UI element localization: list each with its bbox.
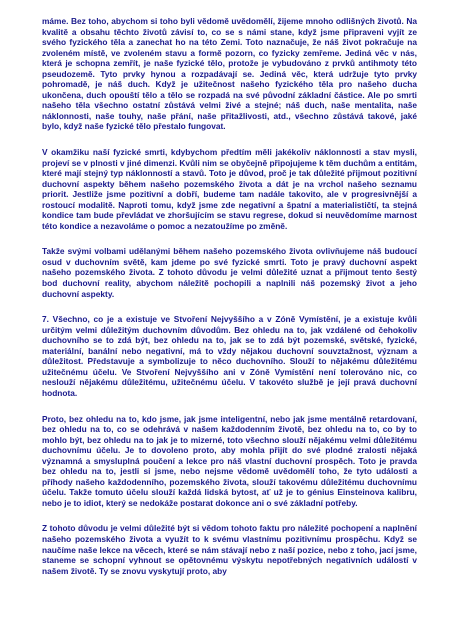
paragraph-6: Z tohoto důvodu je velmi důležité být si vědom tohoto faktu pro náležité pochopení a naplnění našeho pozemského života a využít to k svému vlastnímu pozitivnímu prospěchu. Když se naučíme naše lekce na věcech, které se nám stávají nebo z naší pozice, nebo z toho, jací jsme, staneme se schopní vyhnout se opětovnému výskytu nepotřebných negativních událostí v našem životě. Ty se znovu vyskytují proto, aby: [42, 523, 417, 576]
paragraph-4: 7. Všechno, co je a existuje ve Stvoření Nejvyššího a v Zóně Vymístění, je a existuje kvůli určitým velmi důležitým duchovním důvodům. Bez ohledu na to, jak vzdálené od čehokoliv duchovního se to zdá být, bez ohledu na to, jak se to zdá být pozemské, světské, fyzické, materiální, banální nebo negativní, má to vždy nějakou duchovní souvztažnost, význam a důležitost. Představuje a symbolizuje to něco duchovního. Slouží to nějakému důležitému užitečnému účelu. Ve Stvoření Nejvyššího ani v Zóně Vymístění není tolerováno nic, co neslouží nějakému důležitému, užitečnému účelu. V takovéto službě je její pravá duchovní hodnota.: [42, 314, 417, 398]
paragraph-1: máme. Bez toho, abychom si toho byli vědomě uvědomělí, žijeme mnoho odlišných životů. Na kvalitě a obsahu těchto životů závisí to, co se s námi stane, když jsme připraveni vyjít ze svého fyzického těla a zanechat ho na této Zemi. Toto naznačuje, že náš život pokračuje na zvoleném místě, ve zvoleném stavu a formě pozorn, co fyzicky zemřeme. Jediná věc v nás, která je schopna zemřít, je naše fyzické tělo, protože je vybudováno z prvků antihmoty této pseudozemě. Tyto prvky hynou a rozpadávají se. Jediná věc, která udržuje tyto prvky pohromadě, je náš duch. Když je užitečnost našeho fyzického těla pro našeho ducha ukončena, duch opouští tělo a tělo se rozpadá na své původní základní částice. Ale po smrti našeho těla všechno ostatní zůstává velmi živé a stejné; náš duch, naše mentalita, naše náklonnosti, naše touhy, naše přání, naše přitažlivosti, atd., všechno zůstává takové, jaké bylo, když naše fyzické tělo přestalo fungovat.: [42, 16, 417, 132]
paragraph-3: Takže svými volbami udělanými během našeho pozemského života ovlivňujeme náš budoucí osud v duchovním světě, kam jdeme po své fyzické smrti. Toto je pravý duchovní aspekt našeho pozemského života. Z tohoto důvodu je velmi důležité uznat a přijmout tento šestý bod duchovní reality, abychom náležitě pochopili a naplnili náš pozemský život a jeho duchovní aspekty.: [42, 246, 417, 299]
paragraph-2: V okamžiku naší fyzické smrti, kdybychom předtím měli jakékoliv náklonnosti a stav mysli, projeví se v plnosti v jiné dimenzi. Kvůli nim se obyčejně připojujeme k těm duchům a entitám, které mají stejný typ náklonností a stavů. Toto je důvod, proč je tak důležité přijmout pozitivní duchovní aspekty během našeho pozemského života a dát je na vrchol našeho seznamu priorit. Jestliže jsme pozitivní a dobří, budeme tam nadále takovito, ale v progresivnější a rostoucí modalitě. Naproti tomu, když jsme zde negativní a špatní a materialističtí, ta stejná kondice tam bude převládat ve zhoršujícím se stavu regrese, dokud si neuvědomíme marnost této kondice a nezavoláme o pomoc a nezatoužíme po změně.: [42, 147, 417, 231]
paragraph-5: Proto, bez ohledu na to, kdo jsme, jak jsme inteligentní, nebo jak jsme mentálně retardovaní, bez ohledu na to, co se odehrává v našem každodenním životě, bez ohledu na to, co by to mohlo být, bez ohledu na to jak je to mizerné, toto všechno slouží nějakému velmi důležitému duchovnímu účelu. Je to dovoleno proto, aby mohla přijít do své plodné zralosti nějaká významná a smysluplná poučení a lekce pro náš vlastní duchovní prospěch. Toto je pravda bez ohledu na to, jestli si jsme, nebo nejsme vědomě uvědomělí toho, že tyto události a příhody našeho každodenního, pozemského života, slouží takovému důležitému duchovnímu účelu. Takže tomuto účelu slouží každá lidská bytost, ať už je to génius Einsteinova kalibru, nebo je to idiot, který se nedokáže postarat dokonce ani o své základní potřeby.: [42, 413, 417, 508]
